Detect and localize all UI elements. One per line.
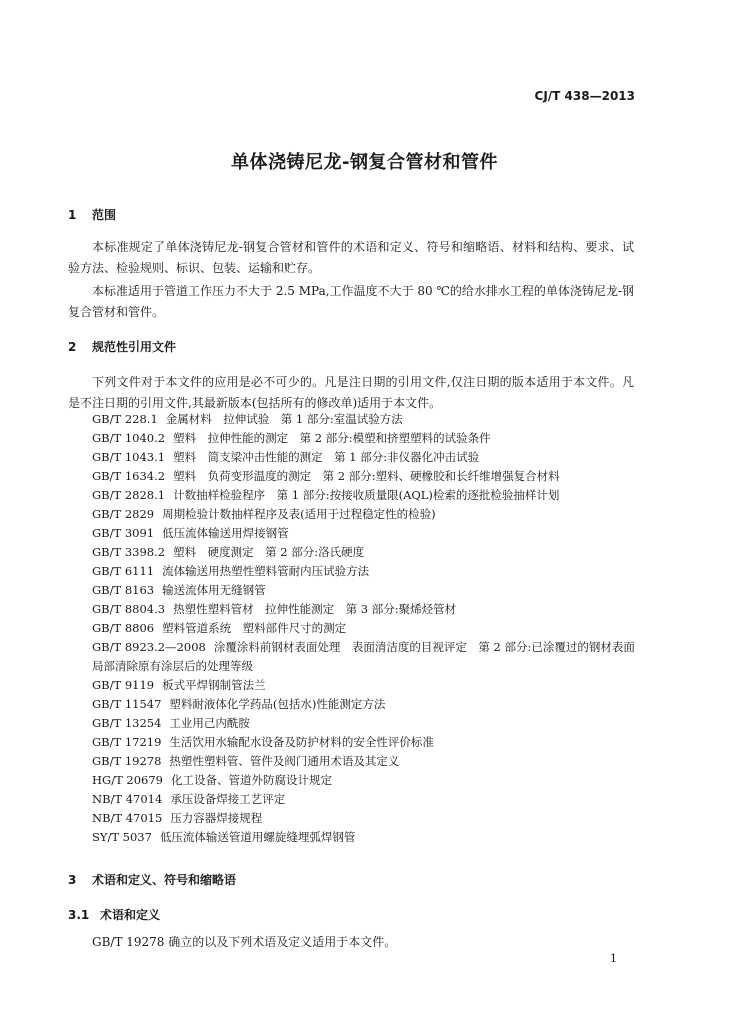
reference-item — [92, 410, 637, 429]
reference-item — [92, 828, 637, 847]
reference-title: 周期检验计数抽样程序及表(适用于过程稳定性的检验) — [162, 507, 436, 521]
document-title: 单体浇铸尼龙-钢复合管材和管件 — [231, 152, 498, 173]
reference-item — [92, 619, 637, 638]
section-2-heading — [68, 338, 176, 355]
section-title: 术语和定义、符号和缩略语 — [92, 873, 237, 887]
reference-list — [92, 410, 637, 847]
references-intro: 下列文件对于本文件的应用是必不可少的。凡是注日期的引用文件,仅注日期的版本适用于本文件。凡是不注日期的引用文件,其最新版本(包括所有的修改单)适用于本文件。 — [68, 375, 634, 410]
subsection-title: 术语和定义 — [100, 908, 161, 922]
reference-item — [92, 562, 637, 581]
reference-title: 生活饮用水输配水设备及防护材料的安全性评价标准 — [169, 735, 434, 749]
reference-title: 板式平焊钢制管法兰 — [162, 678, 266, 692]
reference-title: 金属材料 拉伸试验 第 1 部分:室温试验方法 — [165, 412, 403, 426]
reference-item — [92, 809, 637, 828]
reference-title: 塑料耐液体化学药品(包括水)性能测定方法 — [169, 697, 386, 711]
reference-code: GB/T 8804.3 — [92, 602, 166, 616]
reference-item — [92, 695, 637, 714]
scope-paragraph-2: 本标准适用于管道工作压力不大于 2.5 MPa,工作温度不大于 80 ℃的给水排水工程的单体浇铸尼龙-钢复合管材和管件。 — [68, 284, 634, 319]
reference-item — [92, 752, 637, 771]
reference-title: 塑料 负荷变形温度的测定 第 2 部分:塑料、硬橡胶和长纤维增强复合材料 — [173, 469, 560, 483]
reference-title: 塑料 拉伸性能的测定 第 2 部分:模塑和挤塑塑料的试验条件 — [173, 431, 491, 445]
reference-item — [92, 771, 637, 790]
reference-code: GB/T 13254 — [92, 716, 162, 730]
reference-title: 压力容器焊接规程 — [170, 811, 263, 825]
reference-code: GB/T 8923.2—2008 — [92, 640, 206, 654]
reference-title: 化工设备、管道外防腐设计规定 — [171, 773, 332, 787]
subsection-number: 3.1 — [68, 908, 90, 922]
reference-title: 热塑性塑料管、管件及阀门通用术语及其定义 — [169, 754, 400, 768]
reference-code: NB/T 47015 — [92, 811, 163, 825]
reference-code: GB/T 9119 — [92, 678, 155, 692]
reference-code: GB/T 8163 — [92, 583, 155, 597]
reference-item — [92, 429, 637, 448]
page-number: 1 — [610, 952, 617, 965]
reference-code: GB/T 3091 — [92, 526, 155, 540]
reference-item — [92, 524, 637, 543]
reference-code: GB/T 11547 — [92, 697, 162, 711]
section-3-heading — [68, 871, 236, 888]
reference-item — [92, 486, 637, 505]
section-title: 规范性引用文件 — [92, 340, 177, 354]
section-number: 3 — [68, 873, 77, 887]
reference-item — [92, 790, 637, 809]
reference-title: 低压流体输送用焊接钢管 — [162, 526, 289, 540]
reference-code: GB/T 3398.2 — [92, 545, 166, 559]
section-number: 2 — [68, 340, 77, 354]
terms-intro: GB/T 19278 确立的以及下列术语及定义适用于本文件。 — [92, 935, 397, 949]
reference-code: NB/T 47014 — [92, 792, 163, 806]
reference-code: GB/T 19278 — [92, 754, 162, 768]
reference-item — [92, 600, 637, 619]
reference-item — [92, 505, 637, 524]
reference-code: GB/T 1040.2 — [92, 431, 166, 445]
reference-title: 涂覆涂料前钢材表面处理 表面清洁度的目视评定 第 2 部分:已涂覆过的钢材表面局部清除原有涂层后的处理等级 — [92, 640, 635, 673]
reference-code: GB/T 6111 — [92, 564, 155, 578]
reference-code: GB/T 228.1 — [92, 412, 158, 426]
reference-code: GB/T 1043.1 — [92, 450, 166, 464]
reference-item — [92, 638, 637, 676]
reference-code: GB/T 17219 — [92, 735, 162, 749]
section-number: 1 — [68, 208, 77, 222]
reference-code: HG/T 20679 — [92, 773, 163, 787]
reference-title: 塑料 硬度测定 第 2 部分:洛氏硬度 — [173, 545, 365, 559]
reference-item — [92, 467, 637, 486]
reference-title: 塑料 简支梁冲击性能的测定 第 1 部分:非仪器化冲击试验 — [173, 450, 480, 464]
reference-code: GB/T 2829 — [92, 507, 155, 521]
reference-item — [92, 714, 637, 733]
reference-title: 计数抽样检验程序 第 1 部分:按接收质量限(AQL)检索的逐批检验抽样计划 — [173, 488, 560, 502]
reference-title: 热塑性塑料管材 拉伸性能测定 第 3 部分:聚烯烃管材 — [173, 602, 457, 616]
section-1-heading — [68, 206, 116, 223]
reference-title: 输送流体用无缝钢管 — [162, 583, 266, 597]
reference-title: 流体输送用热塑性塑料管耐内压试验方法 — [162, 564, 370, 578]
reference-code: GB/T 8806 — [92, 621, 155, 635]
reference-item — [92, 448, 637, 467]
reference-title: 低压流体输送管道用螺旋缝埋弧焊钢管 — [159, 830, 356, 844]
reference-item — [92, 733, 637, 752]
section-3-1-heading — [68, 906, 160, 923]
reference-code: GB/T 2828.1 — [92, 488, 166, 502]
reference-code: SY/T 5037 — [92, 830, 152, 844]
reference-title: 承压设备焊接工艺评定 — [170, 792, 286, 806]
reference-code: GB/T 1634.2 — [92, 469, 166, 483]
reference-item — [92, 676, 637, 695]
scope-paragraph-1: 本标准规定了单体浇铸尼龙-钢复合管材和管件的术语和定义、符号和缩略语、材料和结构、要求、试验方法、检验规则、标识、包装、运输和贮存。 — [68, 240, 634, 275]
standard-code: CJ/T 438—2013 — [534, 89, 635, 103]
reference-title: 塑料管道系统 塑料部件尺寸的测定 — [162, 621, 347, 635]
reference-item — [92, 581, 637, 600]
reference-title: 工业用己内酰胺 — [169, 716, 250, 730]
reference-item — [92, 543, 637, 562]
section-title: 范围 — [92, 208, 117, 222]
